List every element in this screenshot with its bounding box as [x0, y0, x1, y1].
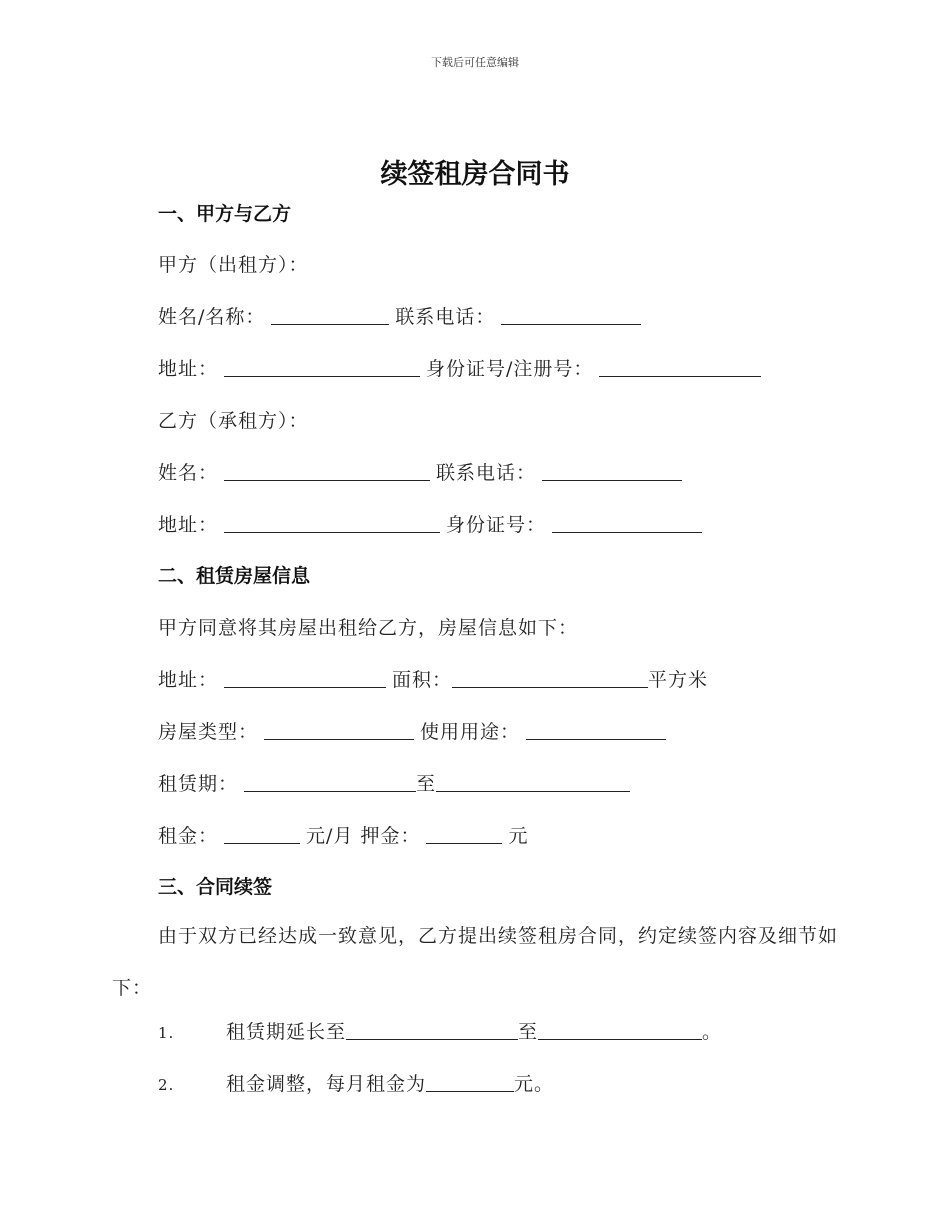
rent-label: 租金：: [158, 825, 219, 847]
item-text: 租金调整，每月租金为: [226, 1073, 427, 1095]
section-3-paragraph: 由于双方已经达成一致意见，乙方提出续签租房合同，约定续签内容及细节如下：: [112, 925, 839, 999]
party-a-name-field[interactable]: [271, 306, 389, 325]
extension-start-field[interactable]: [346, 1021, 518, 1040]
area-field[interactable]: [452, 669, 648, 688]
party-a-id-field[interactable]: [599, 358, 761, 377]
party-b-address-field[interactable]: [224, 514, 440, 533]
house-address-row: [158, 665, 708, 692]
party-a-name-label: 姓名/名称：: [158, 306, 266, 328]
area-unit: 平方米: [648, 669, 709, 691]
new-rent-field[interactable]: [426, 1073, 514, 1092]
lease-start-field[interactable]: [244, 773, 416, 792]
party-b-address-row: [158, 510, 708, 537]
lease-period-row: [158, 769, 630, 796]
house-address-label: 地址：: [158, 669, 219, 691]
area-label: 面积：: [392, 669, 453, 691]
item-text: 租赁期延长至: [226, 1021, 347, 1043]
party-a-label: [158, 250, 309, 277]
deposit-field[interactable]: [426, 825, 502, 844]
house-address-field[interactable]: [224, 669, 386, 688]
party-a-name-row: [158, 302, 647, 329]
house-type-label: 房屋类型：: [158, 721, 259, 743]
party-a-phone-label: 联系电话：: [395, 306, 496, 328]
list-item: [158, 1017, 722, 1044]
house-type-row: [158, 717, 672, 744]
deposit-label: 押金：: [360, 825, 421, 847]
party-b-phone-label: 联系电话：: [436, 462, 537, 484]
party-b-phone-field[interactable]: [542, 462, 682, 481]
item-middle: 至: [518, 1021, 539, 1043]
party-a-id-label: 身份证号/注册号：: [426, 358, 594, 380]
deposit-unit: 元: [508, 825, 529, 847]
document-title: 续签租房合同书: [380, 159, 570, 190]
party-a-address-row: [158, 354, 767, 381]
party-b-text: 乙方（承租方）：: [158, 410, 309, 432]
party-b-id-label: 身份证号：: [446, 514, 547, 536]
party-a-address-field[interactable]: [224, 358, 420, 377]
list-item: [158, 1069, 554, 1096]
header-note: 下载后可任意编辑: [431, 56, 519, 69]
rent-unit: 元/月: [306, 825, 354, 847]
usage-label: 使用用途：: [420, 721, 521, 743]
lease-period-label: 租赁期：: [158, 773, 239, 795]
party-b-name-label: 姓名：: [158, 462, 219, 484]
section-2-intro: 甲方同意将其房屋出租给乙方，房屋信息如下：: [158, 617, 579, 639]
item-number: 1.: [158, 1024, 175, 1042]
party-a-address-label: 地址：: [158, 358, 219, 380]
item-number: 2.: [158, 1076, 175, 1094]
extension-end-field[interactable]: [538, 1021, 702, 1040]
item-end: 元。: [514, 1073, 555, 1095]
lease-end-field[interactable]: [436, 773, 630, 792]
rent-row: [158, 821, 529, 848]
party-b-name-row: [158, 458, 688, 485]
party-a-text: 甲方（出租方）：: [158, 254, 309, 276]
party-b-name-field[interactable]: [224, 462, 430, 481]
section-1-heading: 一、甲方与乙方: [158, 203, 292, 225]
rent-field[interactable]: [224, 825, 300, 844]
section-3-heading: 三、合同续签: [158, 876, 273, 898]
party-b-address-label: 地址：: [158, 514, 219, 536]
usage-field[interactable]: [526, 721, 666, 740]
section-2-heading: 二、租赁房屋信息: [158, 565, 311, 587]
item-end: 。: [702, 1021, 723, 1043]
party-b-id-field[interactable]: [552, 514, 702, 533]
house-type-field[interactable]: [264, 721, 414, 740]
party-a-phone-field[interactable]: [501, 306, 641, 325]
lease-period-to: 至: [416, 773, 437, 795]
party-b-label: [158, 406, 309, 433]
